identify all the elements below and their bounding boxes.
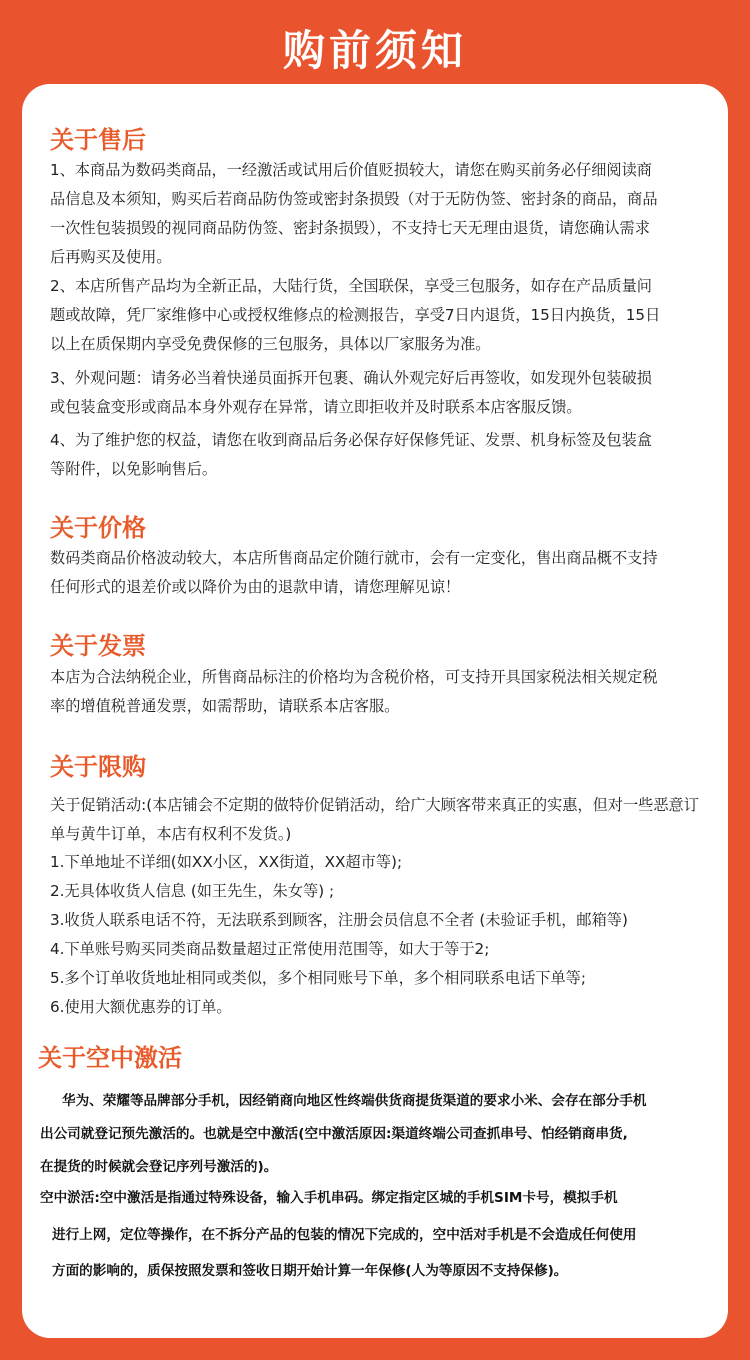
section-text-line: 出公司就登记预先激活的。也就是空中激活(空中激活原因:渠道终端公司查抓串号、怕经销商串货, [40,1126,628,1142]
section-text-line: 在提货的时候就会登记序列号激活的)。 [40,1159,278,1175]
section-text-line: 率的增值税普通发票，如需帮助，请联系本店客服。 [50,697,400,715]
section-text-line: 后再购买及使用。 [50,248,172,266]
section-text-line: 2.无具体收货人信息 (如王先生，朱女等) ; [50,882,335,900]
section-text-line: 方面的影响的，质保按照发票和签收日期开始计算一年保修(人为等原因不支持保修)。 [52,1263,568,1279]
section-text-line: 2、本店所售产品均为全新正品，大陆行货，全国联保，享受三包服务，如存在产品质量问 [50,277,652,295]
section-text-line: 3、外观问题：请务必当着快递员面拆开包裹、确认外观完好后再签收，如发现外包装破损 [50,369,652,387]
section-text-line: 品信息及本须知，购买后若商品防伪签或密封条损毁（对于无防伪签、密封条的商品，商品 [50,190,658,208]
section-text-line: 6.使用大额优惠券的订单。 [50,998,232,1016]
section-heading: 关于限购 [50,753,146,781]
section-text-line: 1、本商品为数码类商品，一经激活或试用后价值贬损较大，请您在购买前务必仔细阅读商 [50,161,652,179]
section-text-line: 数码类商品价格波动较大，本店所售商品定价随行就市，会有一定变化，售出商品概不支持 [50,549,658,567]
section-text-line: 3.收货人联系电话不符，无法联系到顾客，注册会员信息不全者 (未验证手机，邮箱等) [50,911,628,929]
section-text-line: 空中淤活:空中激活是指通过特殊设备，输入手机串码。绑定指定区城的手机SIM卡号，模拟手机 [40,1190,618,1206]
section-heading: 关于发票 [50,632,146,660]
section-text-line: 4、为了维护您的权益，请您在收到商品后务必保存好保修凭证、发票、机身标签及包装盒 [50,431,652,449]
section-text-line: 5.多个订单收货地址相同或类似，多个相同账号下单，多个相同联系电话下单等; [50,969,586,987]
section-text-line: 单与黄牛订单，本店有权利不发货。) [50,825,292,843]
section-text-line: 4.下单账号购买同类商品数量超过正常使用范围等，如大于等于2; [50,940,490,958]
section-text-line: 1.下单地址不详细(如XX小区，XX街道，XX超市等); [50,853,403,871]
page-title: 购前须知 [282,26,467,75]
section-text-line: 以上在质保期内享受免费保修的三包服务，具体以厂家服务为准。 [50,335,491,353]
section-heading: 关于售后 [50,126,146,154]
section-text-line: 进行上网，定位等操作，在不拆分产品的包装的情况下完成的，空中活对手机是不会造成任何使用 [52,1227,637,1243]
section-heading: 关于空中激活 [38,1044,182,1072]
section-text-line: 一次性包装损毁的视同商品防伪签、密封条损毁），不支持七天无理由退货，请您确认需求 [50,219,650,237]
section-text-line: 或包装盒变形或商品本身外观存在异常，请立即拒收并及时联系本店客服反馈。 [50,398,582,416]
section-text-line: 任何形式的退差价或以降价为由的退款申请，请您理解见谅！ [50,578,461,596]
section-text-line: 关于促销活动:(本店铺会不定期的做特价促销活动，给广大顾客带来真正的实惠，但对一些恶意订 [50,796,699,814]
section-text-line: 华为、荣耀等品牌部分手机，因经销商向地区性终端供货商提货渠道的要求小米、会存在部分手机 [62,1093,647,1109]
section-text-line: 等附件，以免影响售后。 [50,460,218,478]
section-text-line: 本店为合法纳税企业，所售商品标注的价格均为含税价格，可支持开具国家税法相关规定税 [50,668,658,686]
section-heading: 关于价格 [50,514,146,542]
section-text-line: 题或故障，凭厂家维修中心或授权维修点的检测报告，享受7日内退货，15日内换货，15日 [50,306,661,324]
